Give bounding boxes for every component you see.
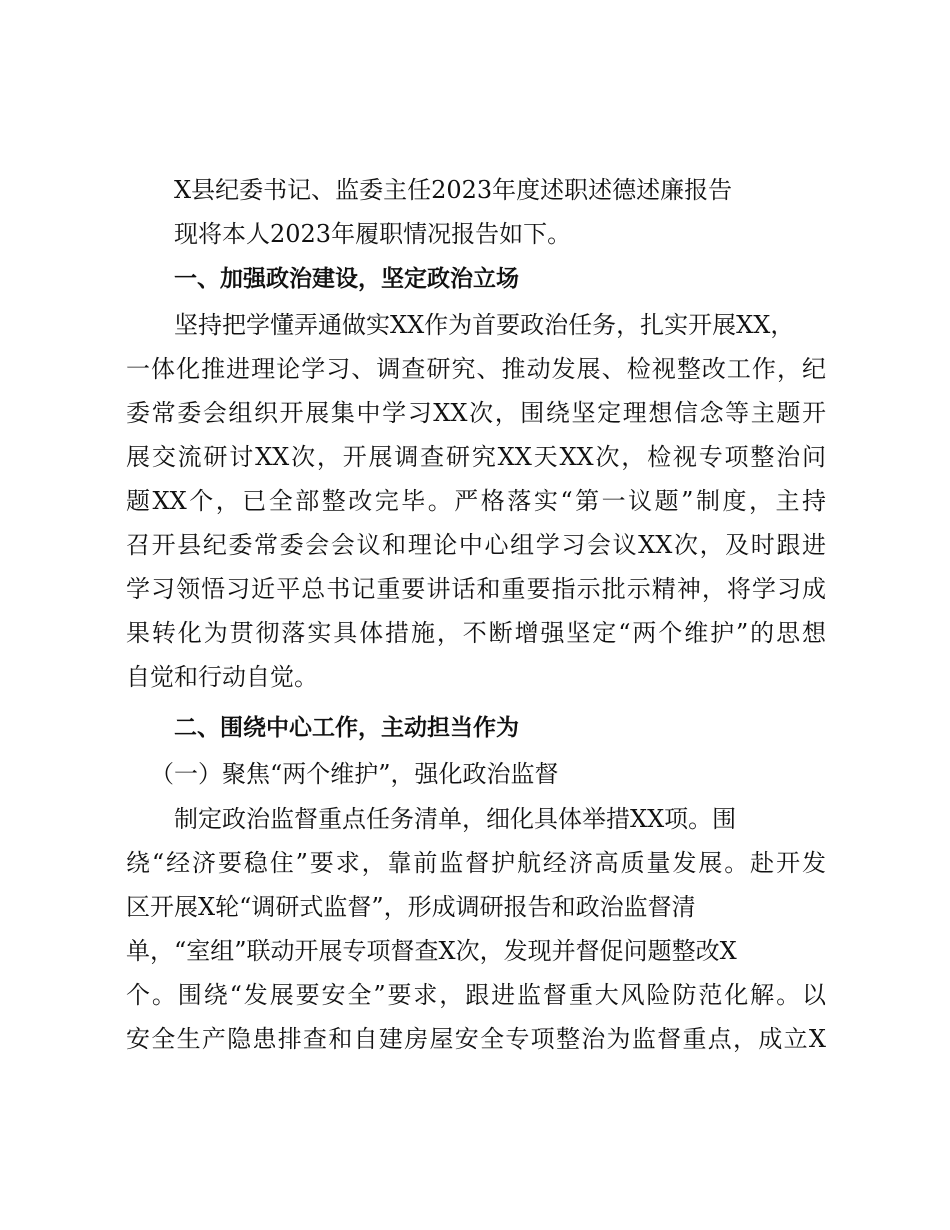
section-2-subheading: （一）聚焦“两个维护”，强化政治监督: [150, 760, 559, 788]
section-2-line: 制定政治监督重点任务清单，细化具体举措XX项。围: [174, 805, 737, 833]
section-2-line: 绕“经济要稳住”要求，靠前监督护航经济高质量发展。赴开发: [126, 849, 826, 877]
section-1-line: 坚持把学懂弄通做实XX作为首要政治任务，扎实开展XX，: [174, 311, 795, 339]
section-2-line: 安全生产隐患排查和自建房屋安全专项整治为监督重点，成立X: [126, 1025, 826, 1053]
section-1-heading: 一、加强政治建设，坚定政治立场: [174, 266, 519, 292]
section-1-line: 自觉和行动自觉。: [126, 663, 318, 691]
section-2-line: 区开展X轮“调研式监督”，形成调研报告和政治监督清: [126, 893, 696, 921]
section-2-heading: 二、围绕中心工作，主动担当作为: [174, 715, 519, 741]
intro-paragraph: 现将本人2023年履职情况报告如下。: [174, 220, 572, 248]
section-1-line: 题XX个，已全部整改完毕。严格落实“第一议题”制度，主持: [126, 487, 826, 515]
section-1-line: 展交流研讨XX次，开展调查研究XX天XX次，检视专项整治问: [126, 443, 826, 471]
section-1-line: 一体化推进理论学习、调查研究、推动发展、检视整改工作，纪: [126, 355, 826, 383]
section-1-line: 学习领悟习近平总书记重要讲话和重要指示批示精神，将学习成: [126, 575, 826, 603]
section-2-line: 个。围绕“发展要安全”要求，跟进监督重大风险防范化解。以: [126, 981, 826, 1009]
document-title: X县纪委书记、监委主任2023年度述职述德述廉报告: [174, 176, 733, 204]
section-1-line: 委常委会组织开展集中学习XX次，围绕坚定理想信念等主题开: [126, 399, 826, 427]
section-1-line: 果转化为贯彻落实具体措施，不断增强坚定“两个维护”的思想: [126, 619, 826, 647]
section-2-line: 单，“室组”联动开展专项督查X次，发现并督促问题整改X: [126, 937, 737, 965]
section-1-line: 召开县纪委常委会会议和理论中心组学习会议XX次，及时跟进: [126, 531, 826, 559]
